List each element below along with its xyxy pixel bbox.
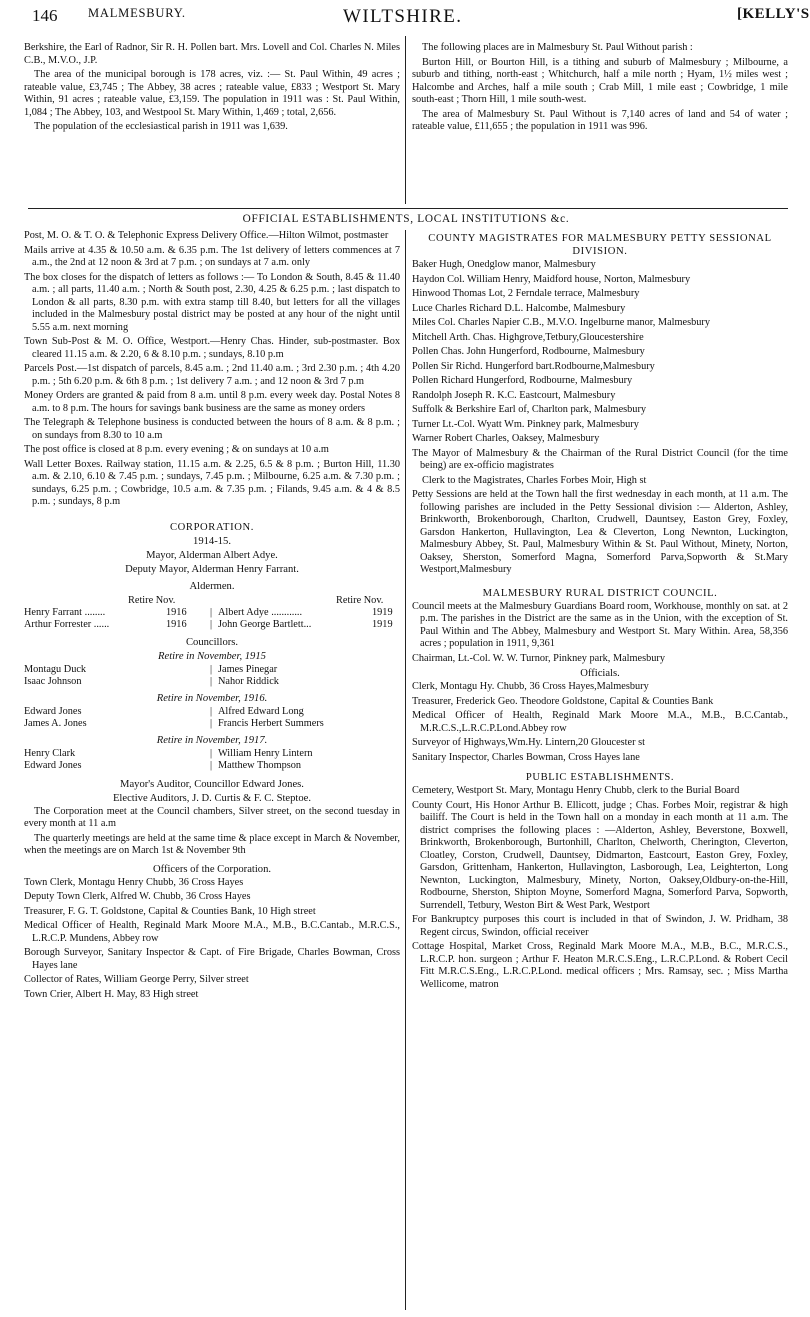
paragraph: The area of the municipal borough is 178 acres, viz. :— St. Paul Within, 49 acres ; rateable value, £3,745 ; The Abbey, 38 acres ; rateable value, £833 ; Westport St. Mary Within, 91 acres ; rateable value, £3,159. The population in 1911 was : St. Paul Within, 1,084 ; The Abbey, 103, and Westpool St. Mary Within, 1,469 ; total, 2,656. [24, 69, 400, 118]
magistrate-entry: Luce Charles Richard D.L. Halcombe, Malmesbury [412, 302, 626, 314]
elective-auditors: Elective Auditors, J. D. Curtis & F. C. Steptoe. [112, 792, 312, 804]
retire-year: 1919 [372, 619, 393, 630]
councillor-name: Isaac Johnson [24, 676, 82, 687]
paragraph: The population of the ecclesiastical parish in 1911 was 1,639. [34, 121, 288, 132]
councillor-row [24, 718, 400, 731]
meeting-note: The quarterly meetings are held at the same time & place except in March & November, when the meetings are on March 1st & November 9th [24, 832, 400, 856]
officer-entry: Collector of Rates, William George Perry, Silver street [24, 974, 249, 985]
post-office-entry: Town Sub-Post & M. O. Office, Westport.—Henry Chas. Hinder, sub-postmaster. Box cleared 11.15 a.m. & 2.20, 6 & 8.10 p.m. ; sundays, 8.10 p.m [24, 336, 400, 360]
public-establishments-section [412, 771, 788, 991]
magistrates-clerk: Clerk to the Magistrates, Charles Forbes Moir, High st [422, 474, 647, 486]
councillor-name: Edward Jones [24, 705, 82, 717]
councillor-row [24, 760, 400, 773]
officers-title: Officers of the Corporation. [152, 863, 272, 875]
councillor-name: William Henry Lintern [218, 747, 313, 759]
magistrate-entry: Warner Robert Charles, Oaksey, Malmesbury [412, 433, 600, 444]
divider: | [210, 718, 213, 729]
councillor-row [24, 706, 400, 719]
officer-entry: Borough Surveyor, Sanitary Inspector & Capt. of Fire Brigade, Charles Bowman, Cross Hayes lane [24, 947, 400, 971]
rural-council-section [412, 587, 788, 765]
mayors-auditor: Mayor's Auditor, Councillor Edward Jones. [120, 778, 304, 790]
council-meetings: Council meets at the Malmesbury Guardians Board room, Workhouse, monthly on sat. at 2 p.m. The parishes in the District are the same as in the Union, with the exception of St. Paul Within and The Abbey, Malmesbury and Westport St. Mary Within. Area, 58,356 acres ; population in 1911, 9,361 [412, 600, 788, 649]
paragraph: Berkshire, the Earl of Radnor, Sir R. H. Pollen bart. Mrs. Lovell and Col. Charles N. Miles C.B., M.V.O., J.P. [24, 42, 400, 66]
retire-year: 1916 [166, 619, 187, 630]
officer-entry: Treasurer, F. G. T. Goldstone, Capital & Counties Bank, 10 High street [24, 905, 316, 917]
deputy-mayor: Deputy Mayor, Alderman Henry Farrant. [125, 563, 299, 575]
magistrate-entry: Mitchell Arth. Chas. Highgrove,Tetbury,Gloucestershire [412, 331, 644, 343]
top-right-column [412, 42, 788, 136]
officer-entry: Medical Officer of Health, Reginald Mark Moore M.A., M.B., B.C.Cantab., M.R.C.S., L.R.C.P. Mundens, Abbey row [24, 920, 400, 944]
left-column [24, 230, 400, 1003]
divider: | [210, 606, 213, 618]
officials-title: Officials. [580, 668, 620, 679]
magistrate-entry: Suffolk & Berkshire Earl of, Charlton park, Malmesbury [412, 404, 647, 415]
post-office-entry: The box closes for the dispatch of letters as follows :— To London & South, 8.45 & 11.40 a.m. ; all parts, 11.40 a.m. ; North & South post, 2.30, 4.25 & 6.25 p.m. ; last dispatch to London & all parts, 8.30 p.m. with extra stamp till 8.40, but letters for all the villages included in the Malmesbury postal district may be posted at any hour of the night until 5.55 a.m. next morning [24, 271, 400, 333]
councillors-title: Councillors. [185, 636, 239, 648]
establishment-entry: For Bankruptcy purposes this court is included in that of Swindon, J. W. Pridham, 38 Regent circus, Swindon, official receiver [412, 914, 788, 938]
meeting-note: The Corporation meet at the Council chambers, Silver street, on the second tuesday in every month at 11 a.m [24, 805, 400, 829]
magistrate-entry: Baker Hugh, Onedglow manor, Malmesbury [412, 259, 596, 270]
retire-label: Retire Nov. [336, 594, 384, 606]
alderman-name: John George Bartlett... [218, 619, 312, 630]
councillor-name: Henry Clark [24, 747, 76, 759]
rural-council-title: MALMESBURY RURAL DISTRICT COUNCIL. [482, 587, 718, 599]
magistrate-entry: Turner Lt.-Col. Wyatt Wm. Pinkney park, Malmesbury [412, 418, 639, 430]
magistrate-entry: Haydon Col. William Henry, Maidford house, Norton, Malmesbury [412, 273, 691, 285]
official-entry: Treasurer, Frederick Geo. Theodore Goldstone, Capital & Counties Bank [412, 695, 714, 707]
retire-group-title: Retire in November, 1916. [156, 692, 268, 704]
column-divider [405, 36, 406, 204]
post-office-section [24, 230, 400, 509]
divider: | [210, 747, 213, 759]
magistrate-entry: Pollen Chas. John Hungerford, Rodbourne, Malmesbury [412, 346, 645, 357]
councillor-row [24, 676, 400, 689]
corporation-year: 1914-15. [193, 535, 231, 547]
post-office-entry: The post office is closed at 8 p.m. every evening ; & on sundays at 10 a.m [24, 444, 329, 455]
retire-year: 1916 [166, 606, 187, 618]
councillor-name: James Pinegar [218, 663, 278, 675]
official-entry: Clerk, Montagu Hy. Chubb, 36 Cross Hayes,Malmesbury [412, 681, 649, 692]
paragraph: Burton Hill, or Bourton Hill, is a tithing and suburb of Malmesbury ; Milbourne, a suburb and tithing, north-east ; Whitchurch, half a mile north ; Hyam, 1½ miles west ; Halcombe and Arches, half a mile south ; Crab Mill, 1 mile east ; Cowbridge, 1 mile south-east ; Thorn Hill, 1 mile south-west. [412, 56, 788, 105]
retire-group-title: Retire in November, 1917. [156, 734, 268, 746]
post-office-entry: Wall Letter Boxes. Railway station, 11.15 a.m. & 2.25, 6.5 & 8 p.m. ; Burton Hill, 11.30 a.m. & 2.10, 6.10 & 7.45 p.m. ; sundays, 7.45 p.m. ; Milbourne, 6.25 a.m. & 7.30 p.m. ; sundays, 6.25 p.m. ; Cowbridge, 10.5 a.m. & 7.35 p.m. ; Filands, 9.45 a.m. & 4 & 8.5 p.m. ; sundays, 8 p.m [24, 458, 400, 507]
post-office-entry: The Telegraph & Telephone business is conducted between the hours of 8 a.m. & 8 p.m. ; on sundays from 8.30 to 10 a.m [24, 417, 400, 441]
magistrate-entry: The Mayor of Malmesbury & the Chairman of the Rural District Council (for the time being) are ex-officio magistrates [412, 447, 788, 471]
corporation-title: CORPORATION. [169, 521, 254, 533]
councillor-name: Montagu Duck [24, 663, 87, 675]
establishment-entry: County Court, His Honor Arthur B. Ellicott, judge ; Chas. Forbes Moir, registrar & high bailiff. The Court is held in the Town hall on a monday in each month at 11 a.m. The district comprises the following places : —Alderton, Ashley, Beverstone, Boxwell, Brinkworth, Brokenborough, Burtonhill, Charlton, Chelworth, Cherington, Cleverton, Cloatley, Corston, Crudwell, Dauntsey, Didmarton, Eastcourt, Easton Grey, Foxley, Garsdon, Grittenham, Hankerton, Hullavington, Lasborough, Lea, Leighterton, Long Newnton, Luckington, Malmesbury, Minety, Norton, Oaksey,Oldbury-on-the-Hill, Rodbourne, Sherston, Shipton Moyne, Somerford Magna, Somerford Parva, Sopworth, Surrendell, Tetbury, Weston Birt & West Park, Westport [412, 799, 788, 911]
mayor: Mayor, Alderman Albert Adye. [146, 549, 278, 561]
petty-sessions: Petty Sessions are held at the Town hall the first wednesday in each month, at 11 a.m. The following parishes are included in the Petty Sessional division :— Alderton, Ashley, Brinkworth, Brokenborough, Charlton, Crudwell, Dauntsey, Easton Grey, Foxley, Garsdon Hankerton, Hullavington, Lea & Cleverton, Long Newnton, Luckington, Malmesbury Abbey, St. Paul, Malmesbury Within & St. Paul Without, Minety, Norton, Oaksey, Sherston, Somerford Magna, Somerford Parva,Sopworth & St.Mary Westport,Malmesbury [412, 489, 788, 575]
official-entry: Sanitary Inspector, Charles Bowman, Cross Hayes lane [412, 751, 640, 763]
councillor-name: Matthew Thompson [218, 760, 302, 771]
council-chairman: Chairman, Lt.-Col. W. W. Turnor, Pinkney park, Malmesbury [412, 652, 666, 664]
post-office-entry: Money Orders are granted & paid from 8 a.m. until 8 p.m. every week day. Postal Notes 8 a.m. to 8 p.m. The hours for savings bank business are the same as money orders [24, 390, 400, 414]
header-publisher: [KELLY'S [737, 6, 810, 22]
councillor-row [24, 748, 400, 761]
divider: | [210, 760, 213, 771]
officer-entry: Town Crier, Albert H. May, 83 High street [24, 988, 199, 1000]
retire-group-title: Retire in November, 1915 [158, 650, 266, 662]
councillor-name: Nahor Riddick [218, 676, 279, 687]
councillor-name: Alfred Edward Long [218, 705, 304, 717]
magistrate-entry: Randolph Joseph R. K.C. Eastcourt, Malmesbury [412, 389, 616, 401]
alderman-name: Arthur Forrester ...... [24, 619, 110, 630]
alderman-row [24, 619, 400, 632]
alderman-name: Henry Farrant ........ [24, 606, 106, 618]
retire-header [24, 594, 400, 607]
magistrate-entry: Miles Col. Charles Napier C.B., M.V.O. Ingelburne manor, Malmesbury [412, 317, 710, 328]
magistrate-entry: Pollen Sir Richd. Hungerford bart.Rodbourne,Malmesbury [412, 360, 655, 372]
alderman-name: Albert Adye ............ [218, 606, 303, 618]
magistrate-entry: Hinwood Thomas Lot, 2 Ferndale terrace, Malmesbury [412, 288, 640, 299]
divider: | [210, 676, 213, 687]
section-rule [28, 208, 788, 209]
officer-entry: Town Clerk, Montagu Henry Chubb, 36 Cross Hayes [24, 876, 244, 888]
alderman-row [24, 607, 400, 620]
magistrate-entry: Pollen Richard Hungerford, Rodbourne, Malmesbury [412, 375, 633, 386]
section-heading-wrap [24, 212, 788, 226]
section-title: OFFICIAL ESTABLISHMENTS, LOCAL INSTITUTIONS &c. [242, 213, 570, 225]
councillor-name: James A. Jones [24, 718, 87, 729]
aldermen-title: Aldermen. [189, 580, 235, 592]
official-entry: Surveyor of Highways,Wm.Hy. Lintern,20 Gloucester st [412, 737, 645, 748]
header-county: WILTSHIRE. [343, 6, 463, 27]
column-divider [405, 230, 406, 1310]
magistrates-title: COUNTY MAGISTRATES FOR MALMESBURY PETTY SESSIONAL DIVISION. [428, 233, 772, 257]
retire-year: 1919 [372, 606, 393, 618]
corporation-section [24, 521, 400, 1002]
paragraph: The following places are in Malmesbury St. Paul Without parish : [422, 42, 693, 53]
official-entry: Medical Officer of Health, Reginald Mark Moore M.A., M.B., B.C.Cantab., M.R.C.S.,L.R.C.P.Lond.Abbey row [412, 710, 788, 734]
divider: | [210, 705, 213, 717]
councillor-name: Francis Herbert Summers [218, 718, 324, 729]
divider: | [210, 663, 213, 675]
page-header [0, 0, 810, 32]
councillor-name: Edward Jones [24, 760, 82, 771]
magistrates-section [412, 232, 788, 577]
establishment-entry: Cottage Hospital, Market Cross, Reginald Mark Moore M.A., M.B., B.C., M.R.C.S., L.R.C.P. hon. surgeon ; Arthur F. Heaton M.R.C.S.Eng., L.R.C.P.Lond. & Robert Cecil Fitt M.R.C.S.Eng., L.R.C.P.Lond. medical officers ; Mrs. Ramsay, sec. ; Miss Martha Wellicome, matron [412, 941, 788, 990]
top-left-column [24, 42, 400, 136]
officer-entry: Deputy Town Clerk, Alfred W. Chubb, 36 Cross Hayes [24, 891, 251, 902]
post-office-entry: Mails arrive at 4.35 & 10.50 a.m. & 6.35 p.m. The 1st delivery of letters commences at 7 a.m., the 2nd at 12 noon & 3rd at 7 p.m. ; on sundays at 7 a.m. only [24, 244, 400, 268]
post-office-entry: Post, M. O. & T. O. & Telephonic Express Delivery Office.—Hilton Wilmot, postmaster [24, 230, 389, 241]
establishment-entry: Cemetery, Westport St. Mary, Montagu Henry Chubb, clerk to the Burial Board [412, 785, 740, 796]
post-office-entry: Parcels Post.—1st dispatch of parcels, 8.45 a.m. ; 2nd 11.40 a.m. ; 3rd 2.30 p.m. ; 4th 4.20 p.m. ; 5th 6.20 p.m. & 6th 8 p.m. ; 1st delivery 7 a.m. ; and 12 noon & 3rd 7 p.m [24, 363, 400, 387]
header-place: MALMESBURY. [88, 6, 186, 20]
page-number: 146 [32, 6, 58, 25]
councillor-row [24, 664, 400, 677]
right-column [412, 232, 788, 993]
retire-label: Retire Nov. [128, 594, 176, 606]
divider: | [210, 619, 213, 630]
paragraph: The area of Malmesbury St. Paul Without is 7,140 acres of land and 54 of water ; rateable value, £11,655 ; the population in 1911 was 996. [412, 108, 788, 132]
public-establishments-title: PUBLIC ESTABLISHMENTS. [525, 772, 675, 783]
